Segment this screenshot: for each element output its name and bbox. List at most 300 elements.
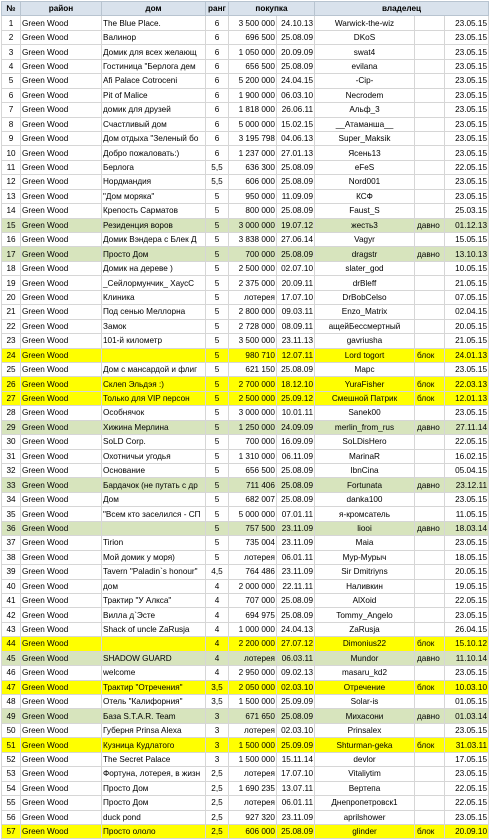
owner-cell: liooi [315, 521, 415, 535]
district-cell: Green Wood [21, 59, 102, 73]
district-cell: Green Wood [21, 695, 102, 709]
table-row [2, 290, 489, 304]
purchase-price-cell: 606 000 [229, 175, 277, 189]
rank-cell: 6 [206, 146, 229, 160]
house-name-cell: Дом с мансардой и флиг [102, 362, 206, 376]
purchase-date-cell: 20.09.11 [277, 276, 315, 290]
table-row [2, 276, 489, 290]
updated-date-cell: 22.05.15 [445, 781, 489, 795]
house-name-cell [102, 348, 206, 362]
updated-date-cell: 23.05.15 [445, 536, 489, 550]
district-cell: Green Wood [21, 796, 102, 810]
status-cell: блок [415, 637, 445, 651]
owner-cell: drBleff [315, 276, 415, 290]
owner-cell: MarinaR [315, 449, 415, 463]
purchase-date-cell: 22.11.11 [277, 579, 315, 593]
rank-cell: 6 [206, 117, 229, 131]
purchase-date-cell: 23.11.09 [277, 810, 315, 824]
rank-cell: 5 [206, 478, 229, 492]
house-name-cell [102, 637, 206, 651]
table-row [2, 723, 489, 737]
status-cell [415, 406, 445, 420]
row-number: 10 [2, 146, 21, 160]
purchase-price-cell: 711 406 [229, 478, 277, 492]
updated-date-cell: 01.05.15 [445, 695, 489, 709]
district-cell: Green Wood [21, 767, 102, 781]
updated-date-cell: 23.05.15 [445, 45, 489, 59]
status-cell: давно [415, 521, 445, 535]
house-name-cell: SHADOW GUARD [102, 651, 206, 665]
purchase-price-cell: 636 300 [229, 160, 277, 174]
house-name-cell: _Сейлормунчик_ ХаусС [102, 276, 206, 290]
purchase-price-cell: 980 710 [229, 348, 277, 362]
owner-cell: Vitaliytim [315, 767, 415, 781]
status-cell [415, 695, 445, 709]
header-purchase: покупка [229, 2, 315, 16]
house-name-cell: Дом отдыха "Зеленый бо [102, 131, 206, 145]
updated-date-cell: 27.11.14 [445, 420, 489, 434]
status-cell [415, 622, 445, 636]
rank-cell: 3,5 [206, 680, 229, 694]
owner-cell: Марс [315, 362, 415, 376]
status-cell [415, 16, 445, 30]
table-row [2, 622, 489, 636]
district-cell: Green Wood [21, 781, 102, 795]
rank-cell: 5 [206, 420, 229, 434]
table-row [2, 261, 489, 275]
rank-cell: 4 [206, 608, 229, 622]
updated-date-cell: 11.05.15 [445, 507, 489, 521]
table-row [2, 204, 489, 218]
owner-cell: AlXoid [315, 593, 415, 607]
house-name-cell: "Дом моряка" [102, 189, 206, 203]
owner-cell: SoLDisHero [315, 435, 415, 449]
status-cell [415, 204, 445, 218]
house-name-cell: Трактир "У Алкса" [102, 593, 206, 607]
purchase-price-cell: 2 500 000 [229, 391, 277, 405]
house-name-cell: Счастливый дом [102, 117, 206, 131]
table-row [2, 608, 489, 622]
table-row [2, 593, 489, 607]
table-row [2, 579, 489, 593]
row-number: 40 [2, 579, 21, 593]
row-number: 8 [2, 117, 21, 131]
purchase-date-cell: 13.07.11 [277, 781, 315, 795]
houses-table [1, 1, 489, 839]
purchase-price-cell: 2 500 000 [229, 261, 277, 275]
rank-cell: 6 [206, 30, 229, 44]
updated-date-cell: 18.05.15 [445, 550, 489, 564]
owner-cell: merlin_from_rus [315, 420, 415, 434]
owner-cell: IbnCina [315, 464, 415, 478]
purchase-date-cell: 25.09.09 [277, 738, 315, 752]
purchase-date-cell: 25.08.09 [277, 709, 315, 723]
updated-date-cell: 19.05.15 [445, 579, 489, 593]
row-number: 33 [2, 478, 21, 492]
updated-date-cell: 23.05.15 [445, 666, 489, 680]
purchase-price-cell: 694 975 [229, 608, 277, 622]
rank-cell: 5 [206, 536, 229, 550]
district-cell: Green Wood [21, 651, 102, 665]
purchase-price-cell: 2 800 000 [229, 305, 277, 319]
row-number: 46 [2, 666, 21, 680]
rank-cell: 5 [206, 261, 229, 275]
purchase-price-cell: 950 000 [229, 189, 277, 203]
owner-cell: Dimonius22 [315, 637, 415, 651]
table-row [2, 666, 489, 680]
owner-cell: slater_god [315, 261, 415, 275]
row-number: 45 [2, 651, 21, 665]
house-name-cell: Фортуна, лотерея, в жизн [102, 767, 206, 781]
status-cell [415, 435, 445, 449]
row-number: 26 [2, 377, 21, 391]
table-row [2, 377, 489, 391]
updated-date-cell: 23.05.15 [445, 16, 489, 30]
table-row [2, 391, 489, 405]
rank-cell: 5 [206, 507, 229, 521]
purchase-price-cell: 764 486 [229, 565, 277, 579]
row-number: 39 [2, 565, 21, 579]
updated-date-cell: 22.05.15 [445, 435, 489, 449]
rank-cell: 5 [206, 348, 229, 362]
status-cell [415, 261, 445, 275]
owner-cell: ZaRusja [315, 622, 415, 636]
district-cell: Green Wood [21, 507, 102, 521]
row-number: 35 [2, 507, 21, 521]
table-row [2, 752, 489, 766]
table-row [2, 738, 489, 752]
status-cell [415, 507, 445, 521]
purchase-date-cell: 24.09.09 [277, 420, 315, 434]
owner-cell: Михасони [315, 709, 415, 723]
district-cell: Green Wood [21, 74, 102, 88]
row-number: 19 [2, 276, 21, 290]
purchase-date-cell: 04.06.13 [277, 131, 315, 145]
purchase-price-cell: 1 310 000 [229, 449, 277, 463]
row-number: 44 [2, 637, 21, 651]
purchase-date-cell: 25.08.09 [277, 362, 315, 376]
purchase-date-cell: 06.03.10 [277, 88, 315, 102]
table-row [2, 319, 489, 333]
house-name-cell: Pit of Malice [102, 88, 206, 102]
owner-cell: Fortunata [315, 478, 415, 492]
rank-cell: 2,5 [206, 810, 229, 824]
purchase-date-cell: 25.08.09 [277, 30, 315, 44]
table-row [2, 536, 489, 550]
table-row [2, 420, 489, 434]
district-cell: Green Wood [21, 752, 102, 766]
purchase-date-cell: 25.08.09 [277, 593, 315, 607]
purchase-price-cell: 671 650 [229, 709, 277, 723]
row-number: 56 [2, 810, 21, 824]
table-row [2, 175, 489, 189]
district-cell: Green Wood [21, 247, 102, 261]
purchase-price-cell: 3 000 000 [229, 218, 277, 232]
rank-cell: 6 [206, 74, 229, 88]
house-name-cell: Клиника [102, 290, 206, 304]
table-row [2, 651, 489, 665]
house-name-cell: Нордмандия [102, 175, 206, 189]
row-number: 55 [2, 796, 21, 810]
purchase-date-cell: 02.03.10 [277, 680, 315, 694]
owner-cell: swat4 [315, 45, 415, 59]
district-cell: Green Wood [21, 362, 102, 376]
row-number: 57 [2, 824, 21, 838]
status-cell [415, 290, 445, 304]
row-number: 32 [2, 464, 21, 478]
house-name-cell: Гостиница "Берлога дем [102, 59, 206, 73]
status-cell [415, 449, 445, 463]
district-cell: Green Wood [21, 319, 102, 333]
district-cell: Green Wood [21, 160, 102, 174]
purchase-date-cell: 18.12.10 [277, 377, 315, 391]
owner-cell: gavriusha [315, 334, 415, 348]
district-cell: Green Wood [21, 175, 102, 189]
status-cell [415, 666, 445, 680]
rank-cell: 4 [206, 622, 229, 636]
purchase-price-cell: лотерея [229, 767, 277, 781]
rank-cell: 5,5 [206, 175, 229, 189]
row-number: 20 [2, 290, 21, 304]
table-row [2, 117, 489, 131]
row-number: 24 [2, 348, 21, 362]
status-cell [415, 492, 445, 506]
rank-cell: 5 [206, 391, 229, 405]
house-name-cell: Вилла д`Эсте [102, 608, 206, 622]
purchase-date-cell: 02.07.10 [277, 261, 315, 275]
owner-cell: жесть3 [315, 218, 415, 232]
owner-cell: Sir Dmitriyns [315, 565, 415, 579]
purchase-price-cell: 3 500 000 [229, 16, 277, 30]
status-cell [415, 103, 445, 117]
owner-cell: Shturman-geka [315, 738, 415, 752]
table-row [2, 16, 489, 30]
row-number: 4 [2, 59, 21, 73]
purchase-date-cell: 25.08.09 [277, 175, 315, 189]
purchase-date-cell: 07.01.11 [277, 507, 315, 521]
district-cell: Green Wood [21, 579, 102, 593]
house-name-cell: Особнячок [102, 406, 206, 420]
table-row [2, 695, 489, 709]
row-number: 41 [2, 593, 21, 607]
owner-cell: evilana [315, 59, 415, 73]
district-cell: Green Wood [21, 305, 102, 319]
house-name-cell: duck pond [102, 810, 206, 824]
status-cell [415, 565, 445, 579]
house-name-cell: Отель "Калифорния" [102, 695, 206, 709]
purchase-price-cell: 2 000 000 [229, 579, 277, 593]
purchase-price-cell: лотерея [229, 290, 277, 304]
owner-cell: Мур-Мурыч [315, 550, 415, 564]
purchase-price-cell: 2 700 000 [229, 377, 277, 391]
district-cell: Green Wood [21, 492, 102, 506]
table-row [2, 218, 489, 232]
rank-cell: 2,5 [206, 781, 229, 795]
district-cell: Green Wood [21, 406, 102, 420]
rank-cell: 5 [206, 189, 229, 203]
table-row [2, 406, 489, 420]
updated-date-cell: 21.05.15 [445, 334, 489, 348]
purchase-date-cell: 09.02.13 [277, 666, 315, 680]
table-row [2, 796, 489, 810]
rank-cell: 5 [206, 319, 229, 333]
updated-date-cell: 23.05.15 [445, 103, 489, 117]
status-cell [415, 146, 445, 160]
purchase-price-cell: 707 000 [229, 593, 277, 607]
purchase-date-cell: 19.07.12 [277, 218, 315, 232]
updated-date-cell: 23.12.11 [445, 478, 489, 492]
owner-cell: devlor [315, 752, 415, 766]
table-row [2, 824, 489, 838]
district-cell: Green Wood [21, 204, 102, 218]
house-name-cell: Склеп Эльдэя :) [102, 377, 206, 391]
rank-cell: 6 [206, 131, 229, 145]
owner-cell: glinder [315, 824, 415, 838]
table-row [2, 464, 489, 478]
purchase-date-cell: 25.08.09 [277, 478, 315, 492]
house-name-cell: Просто Дом [102, 247, 206, 261]
purchase-date-cell: 27.06.14 [277, 233, 315, 247]
purchase-price-cell: 1 690 235 [229, 781, 277, 795]
rank-cell: 4,5 [206, 565, 229, 579]
district-cell: Green Wood [21, 565, 102, 579]
purchase-price-cell: 1 237 000 [229, 146, 277, 160]
updated-date-cell: 25.03.15 [445, 204, 489, 218]
district-cell: Green Wood [21, 377, 102, 391]
table-row [2, 435, 489, 449]
updated-date-cell: 23.05.15 [445, 88, 489, 102]
district-cell: Green Wood [21, 117, 102, 131]
updated-date-cell: 20.05.15 [445, 319, 489, 333]
row-number: 50 [2, 723, 21, 737]
table-row [2, 247, 489, 261]
district-cell: Green Wood [21, 449, 102, 463]
row-number: 47 [2, 680, 21, 694]
row-number: 5 [2, 74, 21, 88]
row-number: 16 [2, 233, 21, 247]
header-num: № [2, 2, 21, 16]
table-row [2, 88, 489, 102]
updated-date-cell: 23.05.15 [445, 30, 489, 44]
house-name-cell: Просто Дом [102, 796, 206, 810]
status-cell [415, 45, 445, 59]
row-number: 1 [2, 16, 21, 30]
status-cell [415, 579, 445, 593]
updated-date-cell: 23.05.15 [445, 74, 489, 88]
table-row [2, 637, 489, 651]
district-cell: Green Wood [21, 637, 102, 651]
rank-cell: 4 [206, 651, 229, 665]
owner-cell: Вертепа [315, 781, 415, 795]
rank-cell: 5 [206, 233, 229, 247]
purchase-date-cell: 25.09.09 [277, 695, 315, 709]
house-name-cell: Дом [102, 492, 206, 506]
status-cell [415, 160, 445, 174]
status-cell: давно [415, 247, 445, 261]
house-name-cell: Tavern "Paladin`s honour" [102, 565, 206, 579]
status-cell [415, 464, 445, 478]
owner-cell: Super_Maksik [315, 131, 415, 145]
updated-date-cell: 01.12.13 [445, 218, 489, 232]
owner-cell: __Атаманша__ [315, 117, 415, 131]
status-cell [415, 723, 445, 737]
purchase-date-cell: 25.08.09 [277, 824, 315, 838]
purchase-date-cell: 25.08.09 [277, 492, 315, 506]
owner-cell: DrBobCelso [315, 290, 415, 304]
district-cell: Green Wood [21, 30, 102, 44]
updated-date-cell: 22.05.15 [445, 160, 489, 174]
owner-cell: YuraFisher [315, 377, 415, 391]
row-number: 17 [2, 247, 21, 261]
purchase-price-cell: лотерея [229, 550, 277, 564]
purchase-date-cell: 06.01.11 [277, 550, 315, 564]
house-name-cell: Замок [102, 319, 206, 333]
purchase-date-cell: 25.08.09 [277, 608, 315, 622]
house-name-cell: The Secret Palace [102, 752, 206, 766]
row-number: 21 [2, 305, 21, 319]
row-number: 52 [2, 752, 21, 766]
owner-cell: danka100 [315, 492, 415, 506]
purchase-price-cell: 5 000 000 [229, 117, 277, 131]
row-number: 22 [2, 319, 21, 333]
house-name-cell: 101-й километр [102, 334, 206, 348]
district-cell: Green Wood [21, 146, 102, 160]
house-name-cell: SoLD Corp. [102, 435, 206, 449]
house-name-cell: Просто Дом [102, 781, 206, 795]
house-name-cell: Губерня Prinsa Alexa [102, 723, 206, 737]
status-cell [415, 276, 445, 290]
header-row [2, 2, 489, 16]
rank-cell: 5 [206, 449, 229, 463]
header-rank: ранг [206, 2, 229, 16]
row-number: 38 [2, 550, 21, 564]
purchase-price-cell: 1 000 000 [229, 622, 277, 636]
row-number: 25 [2, 362, 21, 376]
owner-cell: Альф_3 [315, 103, 415, 117]
rank-cell: 2,5 [206, 796, 229, 810]
updated-date-cell: 01.03.14 [445, 709, 489, 723]
owner-cell: Prinsalex [315, 723, 415, 737]
updated-date-cell: 20.05.15 [445, 565, 489, 579]
row-number: 48 [2, 695, 21, 709]
row-number: 29 [2, 420, 21, 434]
updated-date-cell: 26.04.15 [445, 622, 489, 636]
house-name-cell: домик для друзей [102, 103, 206, 117]
purchase-price-cell: 1 500 000 [229, 752, 277, 766]
purchase-date-cell: 26.06.11 [277, 103, 315, 117]
purchase-price-cell: 700 000 [229, 247, 277, 261]
updated-date-cell: 15.10.12 [445, 637, 489, 651]
owner-cell: Наливкин [315, 579, 415, 593]
rank-cell: 6 [206, 88, 229, 102]
owner-cell: Днепропетровск1 [315, 796, 415, 810]
district-cell: Green Wood [21, 103, 102, 117]
owner-cell: -Cip- [315, 74, 415, 88]
updated-date-cell: 23.05.15 [445, 810, 489, 824]
table-row [2, 59, 489, 73]
house-name-cell: Крепость Сарматов [102, 204, 206, 218]
purchase-price-cell: 1 250 000 [229, 420, 277, 434]
house-name-cell: Домик для всех желающ [102, 45, 206, 59]
status-cell [415, 131, 445, 145]
purchase-date-cell: 23.11.09 [277, 536, 315, 550]
owner-cell: Tommy_Angelo [315, 608, 415, 622]
rank-cell: 3 [206, 752, 229, 766]
table-row [2, 781, 489, 795]
purchase-date-cell: 09.03.11 [277, 305, 315, 319]
status-cell: блок [415, 680, 445, 694]
purchase-price-cell: 2 728 000 [229, 319, 277, 333]
